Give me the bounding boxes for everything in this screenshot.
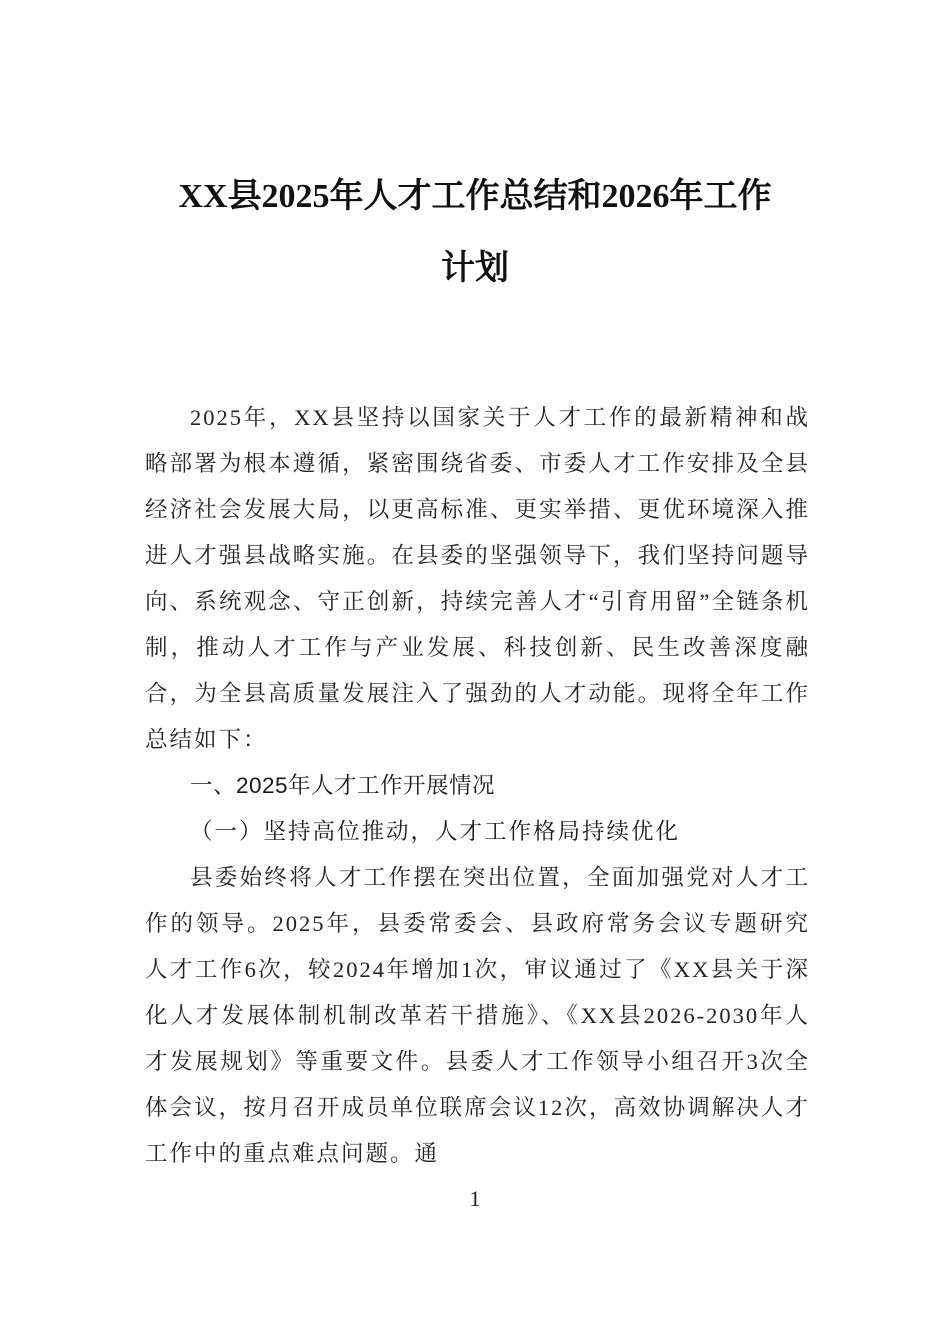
- subsection-heading: （一）坚持高位推动，人才工作格局持续优化: [190, 819, 681, 844]
- page-number: 1: [469, 1186, 481, 1211]
- body-paragraph: 县委始终将人才工作摆在突出位置，全面加强党对人才工作的领导。2025年，县委常委会、县政府常务会议专题研究人才工作6次，较2024年增加1次，审议通过了《XX县关于深化人才发展体制机制改革若干措施》、《XX县2026-2030年人才发展规划》等重要文件。县委人才工作领导小组召开3次全体会议，按月召开成员单位联席会议12次，高效协调解决人才工作中的重点难点问题。通: [145, 865, 810, 1166]
- intro-paragraph: 2025年，XX县坚持以国家关于人才工作的最新精神和战略部署为根本遵循，紧密围绕省委、市委人才工作安排及全县经济社会发展大局，以更高标准、更实举措、更优环境深入推进人才强县战略实施。在县委的坚强领导下，我们坚持问题导向、系统观念、守正创新，持续完善人才“引育用留”全链条机制，推动人才工作与产业发展、科技创新、民生改善深度融合，为全县高质量发展注入了强劲的人才动能。现将全年工作总结如下：: [145, 405, 810, 752]
- document-body: [145, 395, 810, 1177]
- document-title-line2: 计划: [441, 250, 509, 287]
- document-title-line1: XX县2025年人才工作总结和2026年工作: [178, 178, 772, 215]
- section-heading: 一、2025年人才工作开展情况: [190, 773, 496, 798]
